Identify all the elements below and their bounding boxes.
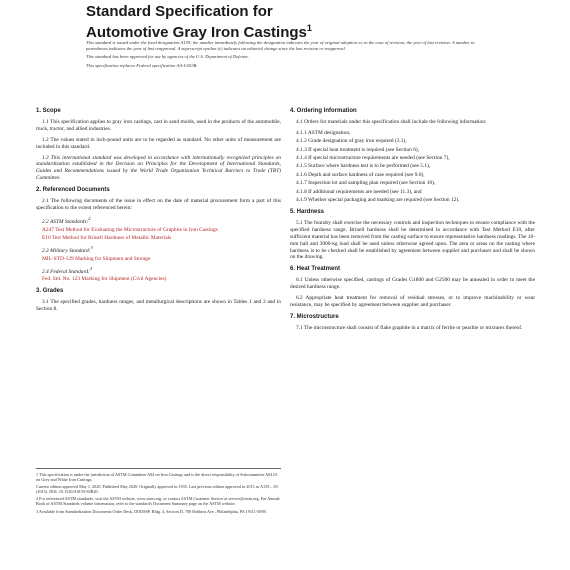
- section-heat-treatment: [290, 266, 535, 309]
- list-item: 4.1.3 If special heat treatment is required (see Section 6),: [296, 146, 420, 153]
- preamble-dod-note: This standard has been approved for use by agencies of the U.S. Department of Defense.: [86, 54, 249, 60]
- section-heading: 7. Microstructure: [290, 313, 339, 320]
- footnote: 3 Available from Standardization Documents Order Desk, DODSSP, Bldg. 4, Section D, 700 Robbins Ave., Philadelphia, PA 19111-5098.: [36, 508, 267, 514]
- reference-code-link[interactable]: E10: [42, 234, 51, 241]
- section-heading: 5. Hardness: [290, 208, 325, 215]
- reference-code-link[interactable]: A247: [42, 226, 54, 233]
- list-item: 4.1.2 Grade designation of gray iron required (3.1),: [296, 138, 407, 145]
- footnotes: [36, 468, 281, 516]
- section-referenced-documents: [36, 187, 281, 283]
- section-scope: [36, 108, 281, 182]
- list-item: 4.1.1 ASTM designation,: [296, 129, 351, 136]
- title-footnote-mark: 1: [306, 23, 312, 33]
- section-grades: [36, 288, 281, 313]
- section-heading: 2. Referenced Documents: [36, 187, 110, 194]
- reference-item[interactable]: [42, 235, 281, 242]
- section-heading: 1. Scope: [36, 108, 61, 114]
- military-standard-heading: 2.3 Military Standard:$^3$: [42, 244, 93, 254]
- section-heading: 6. Heat Treatment: [290, 266, 341, 273]
- footnote: 1 This specification is under the jurisdiction of ASTM Committee A04 on Iron Castings and is the direct responsibility of Subcommittee A04.01 on Grey and White Iron Castings.: [36, 472, 278, 483]
- paragraph: 6.1 Unless otherwise specified, castings of Grades G1800 and G2500 may be annealed in order to meet the desired hardness range.: [290, 277, 535, 291]
- footnote: 2 For referenced ASTM standards, visit the ASTM website, www.astm.org, or contact ASTM Customer Service at service@astm.org. For Annual Book of ASTM Standards volume information, refer to the standard's Document Summary page on the ASTM website.: [36, 496, 280, 507]
- list-item: 4.1.6 Depth and surface hardness of case required (see 9.6),: [296, 171, 425, 178]
- section-hardness: [290, 209, 535, 261]
- paragraph: 1.1 This specification applies to gray iron castings, cast in sand molds, used in the products of the automobile, truck, tractor, and allied industries.: [36, 118, 281, 132]
- section-ordering-information: [290, 108, 535, 204]
- list-item: 4.1.8 If additional requirements are needed (see 11.3), and: [296, 188, 422, 195]
- right-column: [290, 108, 535, 337]
- section-microstructure: [290, 314, 535, 332]
- paragraph: 7.1 The microstructure shall consist of flake graphite in a matrix of ferrite or pearlite or mixtures thereof.: [296, 324, 523, 331]
- preamble: [86, 40, 486, 71]
- paragraph: 3.1 The specified grades, hardness ranges, and metallurgical descriptions are shown in Tables 1 and 2 and in Section 8.: [36, 299, 281, 312]
- reference-item[interactable]: [42, 227, 281, 234]
- paragraph: 2.1 The following documents of the issue in effect on the date of material procurement form a part of this specification to the extent referenced herein:: [36, 198, 281, 211]
- paragraph: 5.1 The foundry shall exercise the necessary controls and inspection techniques to ensure compliance with the specified hardness range. Brinell hardness shall be determined in accordance with Test Method E10, after sufficient material has been removed from the casting surface to ensure representative hardness readings. The 10-mm ball and 3000-kg load shall be used unless otherwise agreed upon. The area or areas on the casting where hardness is to be checked shall be established by agreement between supplier and purchaser and shall be shown on the drawing.: [290, 219, 535, 261]
- list-item: 4.1.5 Surface where hardness test is to be performed (see 5.1),: [296, 163, 431, 170]
- document-title: [86, 4, 506, 41]
- list-item: 4.1.4 If special microstructure requirements are needed (see Section 7),: [296, 155, 450, 162]
- reference-item[interactable]: [42, 256, 281, 263]
- list-item: 4.1.7 Inspection lot and sampling plan required (see Section 10),: [296, 180, 436, 187]
- preamble-designation-note: This standard is issued under the fixed designation A159; the number immediately following the designation indicates the year of original adoption or, in the case of revision, the year of last revision. A number in parentheses indicates the year of last reapproval. A superscript epsilon (ε) indicates an editorial change since the last revision or reapproval.: [86, 40, 475, 51]
- reference-title-link[interactable]: Test Method for Evaluating the Microstructure of Graphite in Iron Castings: [55, 226, 218, 233]
- reference-code-link[interactable]: MIL-STD-129: [42, 255, 74, 262]
- preamble-replaces-note: This specification replaces Federal specification AA-I-653B.: [86, 62, 198, 68]
- title-line-2: Automotive Gray Iron Castings$^1$: [86, 23, 312, 41]
- paragraph: 1.3 This international standard was developed in accordance with internationally recognized principles on standardization established in the Decision on Principles for the Development of International Standards, Guides and Recommendations issued by the World Trade Organization Technical Barriers to Trade (TBT) Committee.: [36, 154, 281, 182]
- footnote: Current edition approved May 1, 2020. Published May 2020. Originally approved in 1935. Last previous edition approved in 2015 as A159 – 83 (2015). DOI: 10.1520/A0159-83R20.: [36, 484, 278, 495]
- reference-code-link[interactable]: Fed. Std. No. 123: [42, 276, 81, 283]
- reference-title-link[interactable]: Marking for Shipment and Storage: [75, 255, 151, 262]
- reference-title-link[interactable]: Test Method for Brinell Hardness of Metallic Materials: [51, 234, 172, 241]
- paragraph: 6.2 Appropriate heat treatment for removal of residual stresses, or to improve machinability or wear resistance, may be specified by agreement between supplier and purchaser.: [290, 295, 535, 308]
- section-heading: 3. Grades: [36, 288, 64, 295]
- paragraph: 4.1 Orders for materials under this specification shall include the following information:: [296, 118, 487, 125]
- reference-title-link[interactable]: Marking for Shipment (Civil Agencies): [81, 276, 167, 283]
- section-heading: 4. Ordering Information: [290, 108, 357, 114]
- astm-standards-heading: 2.2 ASTM Standards:$^2$: [42, 215, 91, 225]
- paragraph: 1.2 The values stated in inch-pound units are to be regarded as standard. No other units of measurement are included in this standard.: [36, 136, 281, 150]
- federal-standard-heading: 2.4 Federal Standard:$^3$: [42, 265, 93, 275]
- reference-item[interactable]: [42, 276, 281, 283]
- title-line-1: Standard Specification for: [86, 3, 273, 20]
- list-item: 4.1.9 Whether special packaging and marking are required (see Section 12).: [296, 197, 460, 204]
- left-column: [36, 108, 281, 318]
